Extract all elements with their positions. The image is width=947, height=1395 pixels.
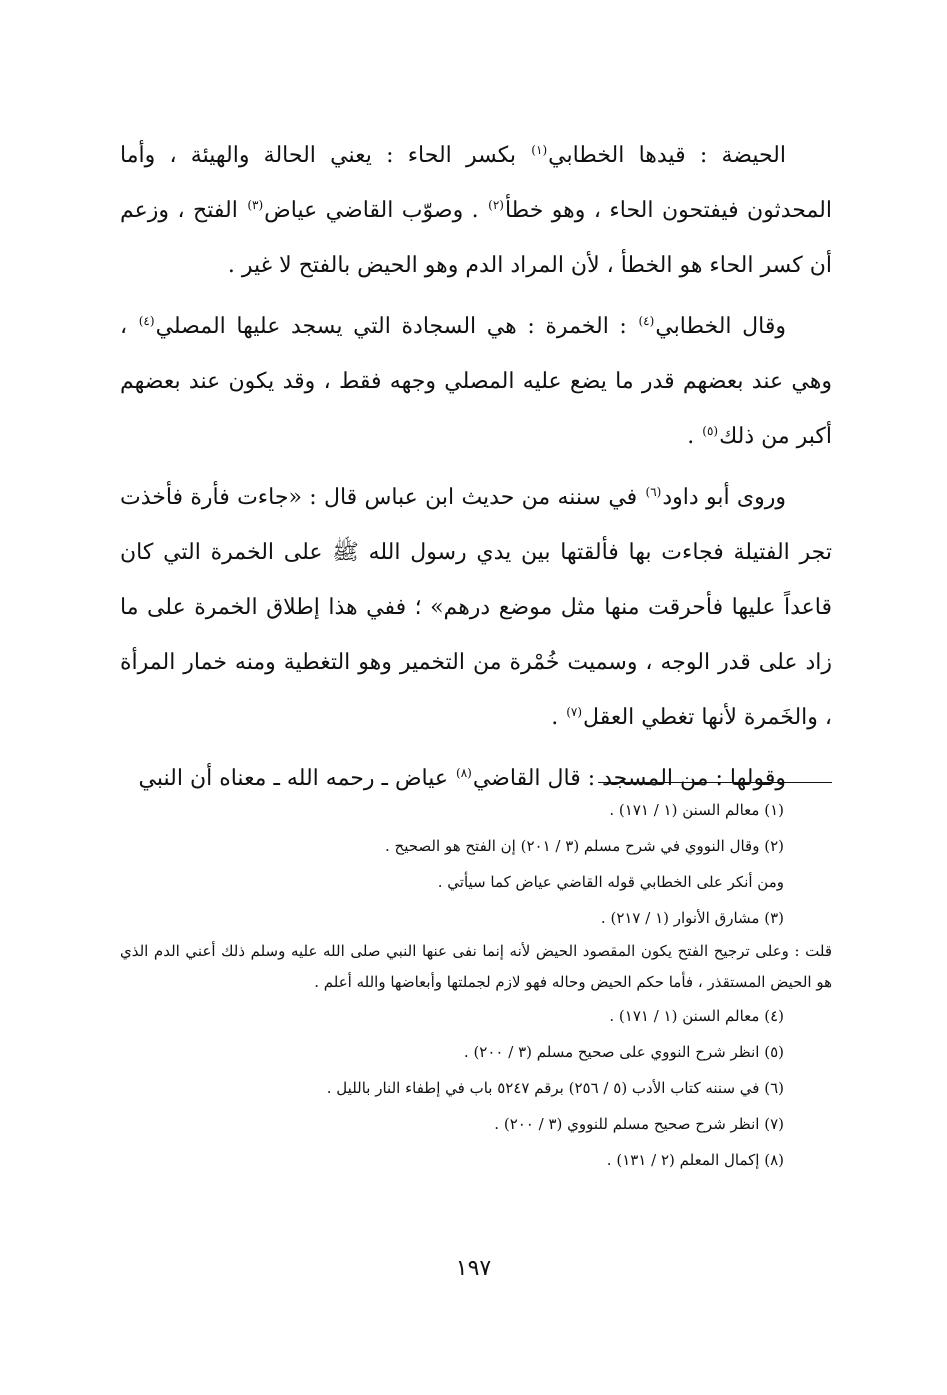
paragraph-2 xyxy=(120,299,832,464)
footnote-divider xyxy=(598,782,832,783)
paragraph-text: عياض ـ رحمه الله ـ معناه أن النبي xyxy=(138,766,456,791)
footnote-2-continuation: ومن أنكر على الخطابي قوله القاضي عياض كما سيأتي . xyxy=(437,873,784,891)
paragraph-1 xyxy=(120,128,832,293)
paragraph-text: وقولها : من المسجد : قال القاضي xyxy=(472,766,786,791)
paragraph-text: ، وهي عند بعضهم قدر ما يضع عليه المصلي وجهه فقط ، وقد يكون عند بعضهم أكبر من ذلك xyxy=(120,314,832,449)
footnote-marker: (٧) xyxy=(566,704,583,719)
footnote-marker: (١) xyxy=(531,142,548,157)
paragraph-text: : الخمرة : هي السجادة التي يسجد عليها المصلي xyxy=(155,314,638,339)
paragraph-text: بكسر الحاء : يعني الحالة والهيئة ، وأما المحدثون فيفتحون الحاء ، وهو خطأ xyxy=(120,143,832,223)
paragraph-text: الحيضة : قيدها الخطابي xyxy=(548,143,786,168)
page-number: ١٩٧ xyxy=(455,1256,492,1281)
footnote-6: (٦) في سننه كتاب الأدب (٥ / ٢٥٦) برقم ٥٢٤٧ باب في إطفاء النار بالليل . xyxy=(326,1079,784,1097)
footnotes-section xyxy=(120,792,832,1178)
paragraph-3 xyxy=(120,470,832,745)
paragraph-text: . xyxy=(687,424,702,449)
footnote-marker: (٤) xyxy=(638,313,655,328)
footnote-7: (٧) انظر شرح صحيح مسلم للنووي (٣ / ٢٠٠) . xyxy=(494,1115,784,1133)
paragraph-text: . xyxy=(551,705,566,730)
footnote-4: (٤) معالم السنن (١ / ١٧١) . xyxy=(609,1007,784,1025)
paragraph-text: . وصوّب القاضي عياض xyxy=(264,198,488,223)
footnote-marker: (٢) xyxy=(488,197,504,212)
main-text xyxy=(120,128,832,812)
footnote-marker: (٣) xyxy=(247,197,264,212)
footnote-8: (٨) إكمال المعلم (٢ / ١٣١) . xyxy=(606,1151,784,1169)
footnote-2: (٢) وقال النووي في شرح مسلم (٣ / ٢٠١) إن الفتح هو الصحيح . xyxy=(385,837,784,855)
footnote-marker: (٤) xyxy=(138,313,155,328)
paragraph-text: الفتح ، وزعم أن كسر الحاء هو الخطأ ، لأن المراد الدم وهو الحيض بالفتح لا غير . xyxy=(120,198,832,278)
footnote-5: (٥) انظر شرح النووي على صحيح مسلم (٣ / ٢٠٠) . xyxy=(463,1043,784,1061)
paragraph-text: وروى أبو داود xyxy=(662,485,786,510)
footnote-3-comment: قلت : وعلى ترجيح الفتح يكون المقصود الحيض لأنه إنما نفى عنها النبي صلى الله عليه وسلم ذلك أعني الدم الذي هو الحيض المستقذر ، فأما حكم الحيض وحاله فهو لازم لجملتها وأبعاضها والله أعلم . xyxy=(120,942,832,991)
footnote-marker: (٦) xyxy=(645,484,662,499)
footnote-marker: (٨) xyxy=(456,765,472,780)
footnote-3: (٣) مشارق الأنوار (١ / ٢١٧) . xyxy=(600,909,784,927)
footnote-marker: (٥) xyxy=(702,423,719,438)
paragraph-text: وقال الخطابي xyxy=(655,314,786,339)
footnote-1: (١) معالم السنن (١ / ١٧١) . xyxy=(609,801,784,819)
paragraph-text: في سننه من حديث ابن عباس قال : «جاءت فأرة فأخذت تجر الفتيلة فجاءت بها فألقتها بين يدي رسول الله ﷺ على الخمرة التي كان قاعداً عليها فأحرقت منها مثل موضع درهم» ؛ ففي هذا إطلاق الخمرة على ما زاد على قدر الوجه ، وسميت خُمْرة من التخمير وهو التغطية ومنه خمار المرأة ، والخَمرة لأنها تغطي العقل xyxy=(120,485,832,730)
